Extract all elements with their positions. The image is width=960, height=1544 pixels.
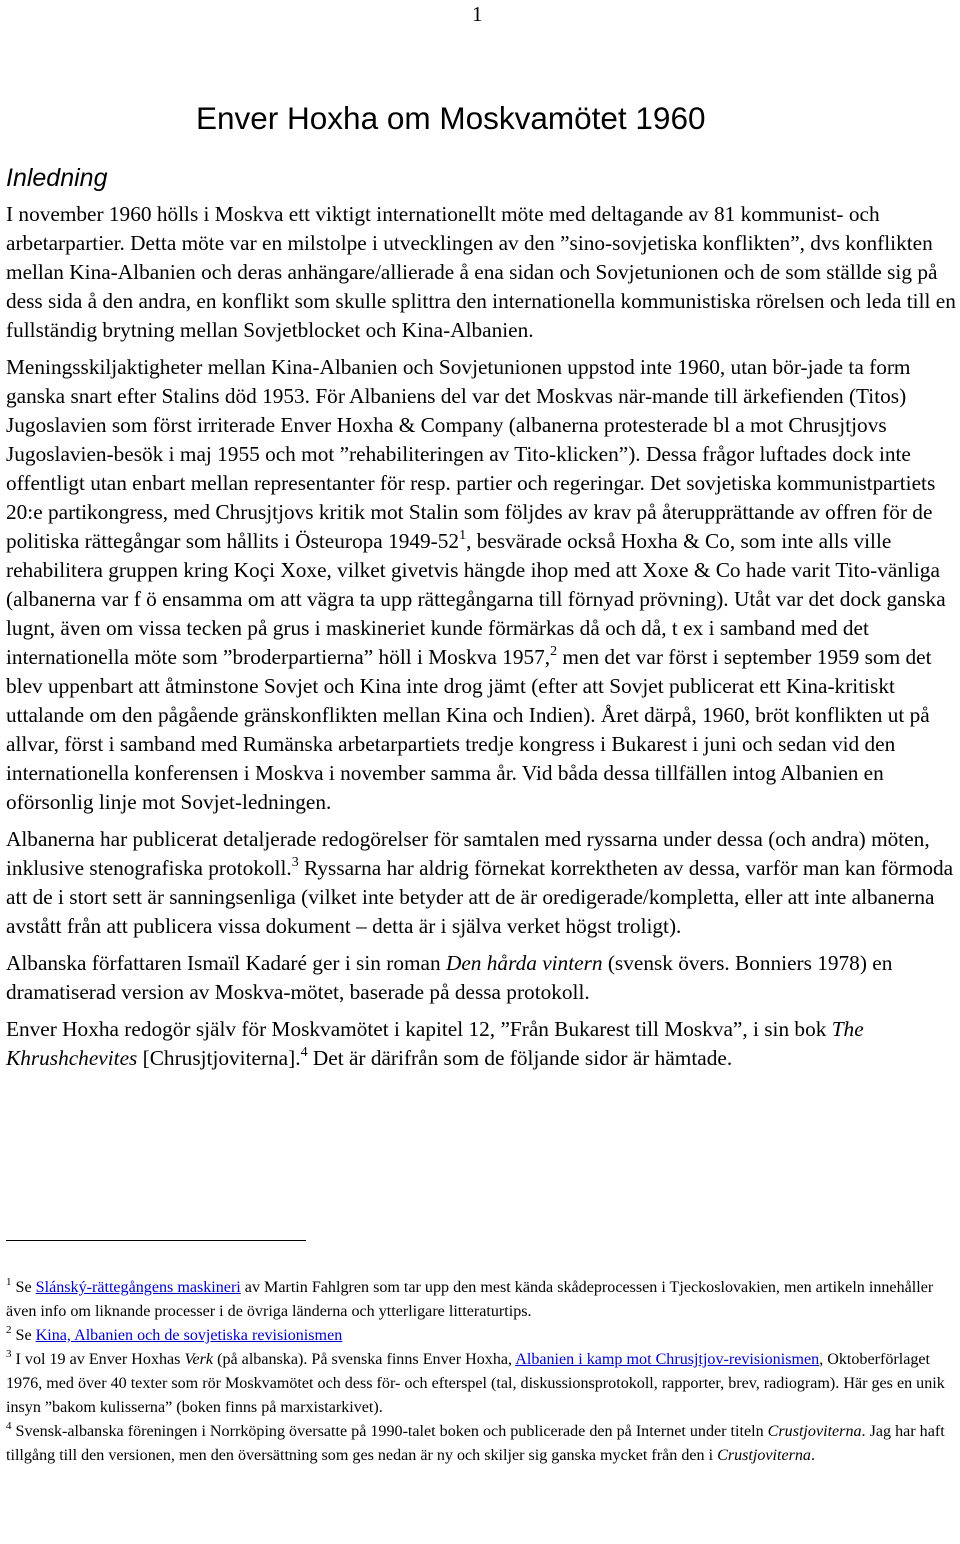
footnote-link-slansky[interactable]: Slánský-rättegångens maskineri [35, 1279, 241, 1296]
page-number: 1 [472, 2, 483, 26]
footnote-2: $^2$ Se Kina, Albanien och de sovjetiska revisionismen [6, 1324, 343, 1344]
section-heading: Inledning [6, 164, 108, 192]
footnote-3: $^3$ I vol 19 av Enver Hoxhas Verk (på albanska). På svenska finns Enver Hoxha, Albanien i kamp mot Chrusjtjov-revisionismen, Oktoberförlaget 1976, med över 40 texter som rör Moskvamötet och dess för- och efterspel (tal, diskussionsprotokoll, rapporter, brev, radiogram). Här ges en unik insyn ”bakom kulisserna” (boken finns på marxistarkivet). [6, 1348, 945, 1416]
document-title: Enver Hoxha om Moskvamötet 1960 [196, 100, 706, 136]
footnote-ref-3[interactable]: 3 [291, 855, 299, 870]
paragraph-4: Albanska författaren Ismaïl Kadaré ger i sin roman Den hårda vintern (svensk övers. Bonniers 1978) en dramatiserad version av Moskva-mötet, baserade på dessa protokoll. [6, 951, 893, 1004]
footnote-link-albanien-i-kamp[interactable]: Albanien i kamp mot Chrusjtjov-revisionismen [515, 1351, 820, 1368]
paragraph-1: I november 1960 hölls i Moskva ett viktigt internationellt möte med deltagande av 81 kommunist- och arbetarpartier. Detta möte var en milstolpe i utvecklingen av den ”sino-sovjetiska konflikten”, dvs konflikten mellan Kina-Albanien och deras anhängare/allierade å ena sidan och Sovjetunionen och de som ställde sig på dess sida å den andra, en konflikt som skulle splittra den internationella kommunistiska rörelsen och leda till en fullständig brytning mellan Sovjetblocket och Kina-Albanien. [6, 202, 956, 342]
book-title: The Khrushchevites [6, 1017, 864, 1070]
footnote-ref-2[interactable]: 2 [550, 644, 558, 659]
footnotes [6, 1276, 954, 1468]
footnote-1: $^1$ Se Slánský-rättegångens maskineri av Martin Fahlgren som tar upp den mest kända skådeprocessen i Tjeckoslovakien, men artikeln innehåller även info om liknande processer i de övriga länderna och ytterligare litteraturtips. [6, 1276, 934, 1320]
book-title: Den hårda vintern [445, 951, 603, 975]
footnote-divider [6, 1240, 306, 1241]
paragraph-2: Meningsskiljaktigheter mellan Kina-Albanien och Sovjetunionen uppstod inte 1960, utan bör-jade ta form ganska snart efter Stalins död 1953. För Albaniens del var det Moskvas när-mande till ärkefienden (Titos) Jugoslavien som först irriterade Enver Hoxha & Company (albanerna protesterade bl a mot Chrusjtjovs Jugoslavien-besök i maj 1955 och mot ”rehabiliteringen av Tito-klicken”). Dessa frågor luftades dock inte offentligt utan enbart mellan representanter för resp. partier och regeringar. Det sovjetiska kommunistpartiets 20:e partikongress, med Chrusjtjovs kritik mot Stalin som följdes av krav på återupprättande av offren för de politiska rättegångar som hållits i Östeuropa $1949-52^1$, besvärade också Hoxha & Co, som inte alls ville rehabilitera gruppen kring Koçi Xoxe, vilket givetvis hängde ihop med att Xoxe & Co hade varit Tito-vänliga (albanerna var f ö ensamma om att vägra ta upp rättegångarna till förnyad prövning). Utåt var det dock ganska lugnt, även om vissa tecken på grus i maskineriet kunde förmärkas då och då, t ex i samband med det internationella möte som ”broderpartierna” höll i Moskva 1957,$^2$ men det var först i september 1959 som det blev uppenbart att åtminstone Sovjet och Kina inte drog jämt (efter att Sovjet publicerat ett Kina-kritiskt uttalande om den pågående gränskonflikten mellan Kina och Indien). Året därpå, 1960, bröt konflikten ut på allvar, först i samband med Rumänska arbetarpartiets tredje kongress i Bukarest i juni och sedan vid den internationella konferensen i Moskva i november samma år. Vid båda dessa tillfällen intog Albanien en oförsonlig linje mot Sovjet-ledningen. [6, 355, 946, 814]
footnote-ref-1[interactable]: 1 [459, 528, 467, 543]
footnote-ref-4[interactable]: 4 [300, 1045, 308, 1060]
paragraph-3: Albanerna har publicerat detaljerade redogörelser för samtalen med ryssarna under dessa (och andra) möten, inklusive stenografiska protokoll.$^3$ Ryssarna har aldrig förnekat korrektheten av dessa, varför man kan förmoda att de i stort sett är sanningsenliga (vilket inte betyder att de är oredigerade/kompletta, eller att inte albanerna avstått från att publicera vissa dokument – detta är i själva verket högst troligt). [6, 827, 954, 938]
paragraph-5: Enver Hoxha redogör själv för Moskvamötet i kapitel 12, ”Från Bukarest till Moskva”, i sin bok The Khrushchevites [Chrusjtjoviterna].$^4$ Det är därifrån som de följande sidor är hämtade. [6, 1017, 864, 1070]
body-text [6, 200, 958, 1081]
footnote-4: $^4$ Svensk-albanska föreningen i Norrköping översatte på 1990-talet boken och publicerade den på Internet under titeln Crustjoviterna. Jag har haft tillgång till den versionen, men den översättning som ges nedan är ny och skiljer sig ganska mycket från den i Crustjoviterna. [6, 1420, 945, 1464]
footnote-link-kina-albanien[interactable]: Kina, Albanien och de sovjetiska revisionismen [35, 1327, 343, 1344]
